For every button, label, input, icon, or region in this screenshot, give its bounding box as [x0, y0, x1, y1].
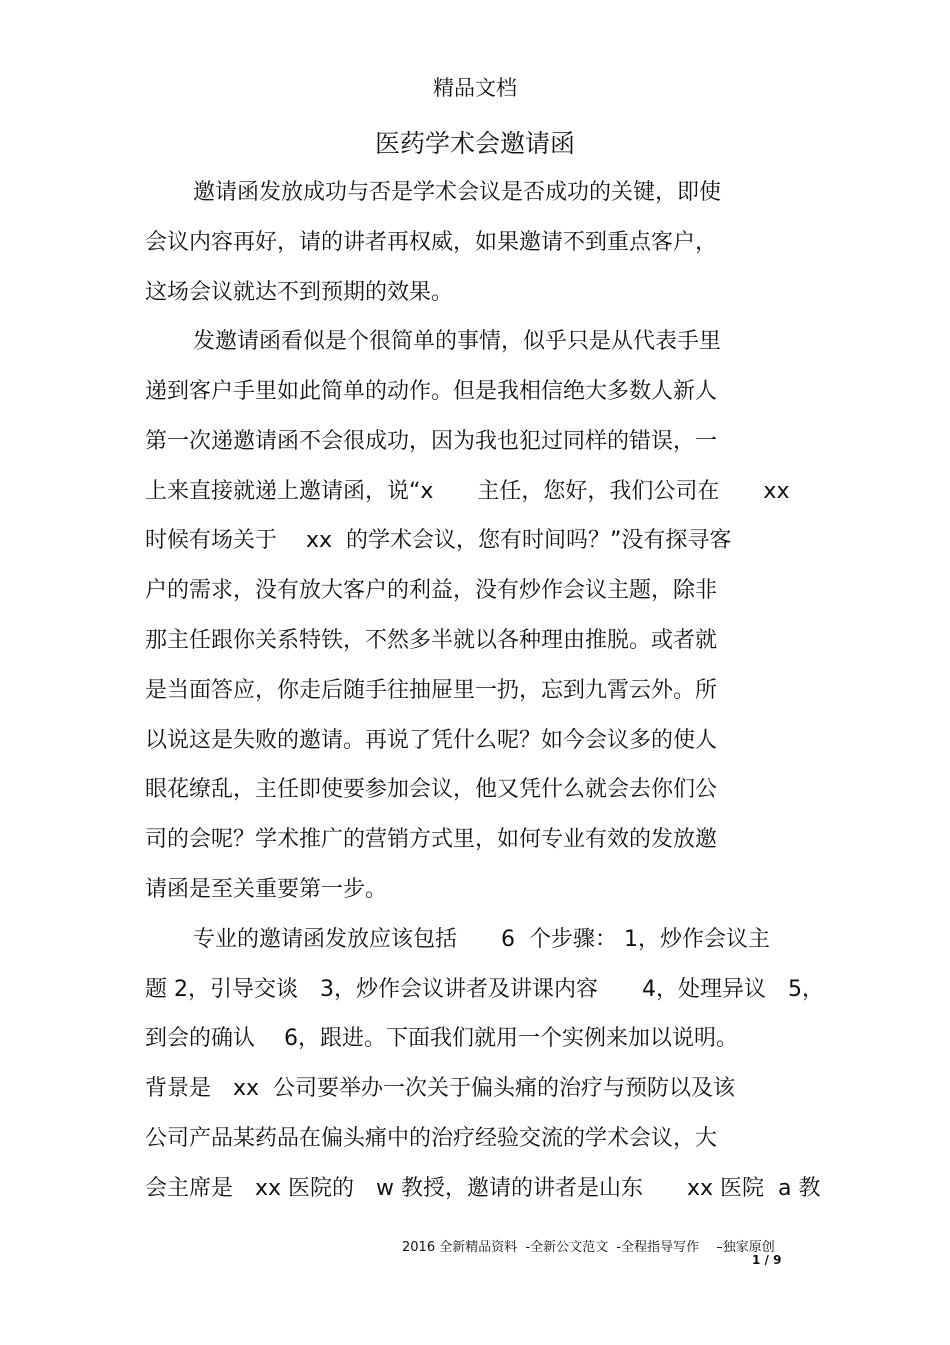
paragraph-line: 上来直接就递上邀请函，说“x 主任，您好，我们公司在 xx — [145, 479, 790, 504]
paragraph-line: 请函是至关重要第一步。 — [145, 877, 388, 902]
page-footer: 2016 全新精品资料 -全新公文范文 -全程指导写作 –独家原创 — [402, 1240, 775, 1255]
page-header: 精品文档 — [433, 76, 517, 100]
paragraph-line: 会主席是 xx 医院的 w 教授，邀请的讲者是山东 xx 医院 a 教 — [145, 1176, 821, 1201]
paragraph-line: 发邀请函看似是个很简单的事情，似乎只是从代表手里 — [193, 329, 722, 354]
paragraph-line: 到会的确认 6，跟进。下面我们就用一个实例来加以说明。 — [145, 1026, 738, 1051]
page-number: 1 / 9 — [752, 1253, 782, 1267]
paragraph-line: 会议内容再好，请的讲者再权威，如果邀请不到重点客户， — [145, 230, 718, 255]
paragraph-line: 邀请函发放成功与否是学术会议是否成功的关键，即使 — [193, 180, 722, 205]
paragraph-line: 这场会议就达不到预期的效果。 — [145, 280, 454, 305]
paragraph-line: 专业的邀请函发放应该包括 6 个步骤： 1，炒作会议主 — [193, 927, 770, 952]
paragraph-line: 户的需求，没有放大客户的利益，没有炒作会议主题，除非 — [145, 578, 718, 603]
paragraph-line: 司的会呢？学术推广的营销方式里，如何专业有效的发放邀 — [145, 827, 718, 852]
paragraph-line: 背景是 xx 公司要举办一次关于偏头痛的治疗与预防以及该 — [145, 1076, 736, 1101]
paragraph-line: 那主任跟你关系特铁，不然多半就以各种理由推脱。或者就 — [145, 628, 718, 653]
document-title: 医药学术会邀请函 — [374, 129, 575, 158]
paragraph-line: 时候有场关于 xx 的学术会议，您有时间吗？”没有探寻客 — [145, 528, 732, 553]
paragraph-line: 公司产品某药品在偏头痛中的治疗经验交流的学术会议，大 — [145, 1126, 718, 1151]
paragraph-line: 眼花缭乱，主任即使要参加会议，他又凭什么就会去你们公 — [145, 777, 718, 802]
paragraph-line: 第一次递邀请函不会很成功，因为我也犯过同样的错误，一 — [145, 429, 718, 454]
paragraph-line: 递到客户手里如此简单的动作。但是我相信绝大多数人新人 — [145, 379, 718, 404]
paragraph-line: 以说这是失败的邀请。再说了凭什么呢？如今会议多的使人 — [145, 728, 718, 753]
paragraph-line: 题 2，引导交谈 3，炒作会议讲者及讲课内容 4，处理异议 5， — [145, 977, 824, 1002]
paragraph-line: 是当面答应，你走后随手往抽屉里一扔，忘到九霄云外。所 — [145, 678, 718, 703]
